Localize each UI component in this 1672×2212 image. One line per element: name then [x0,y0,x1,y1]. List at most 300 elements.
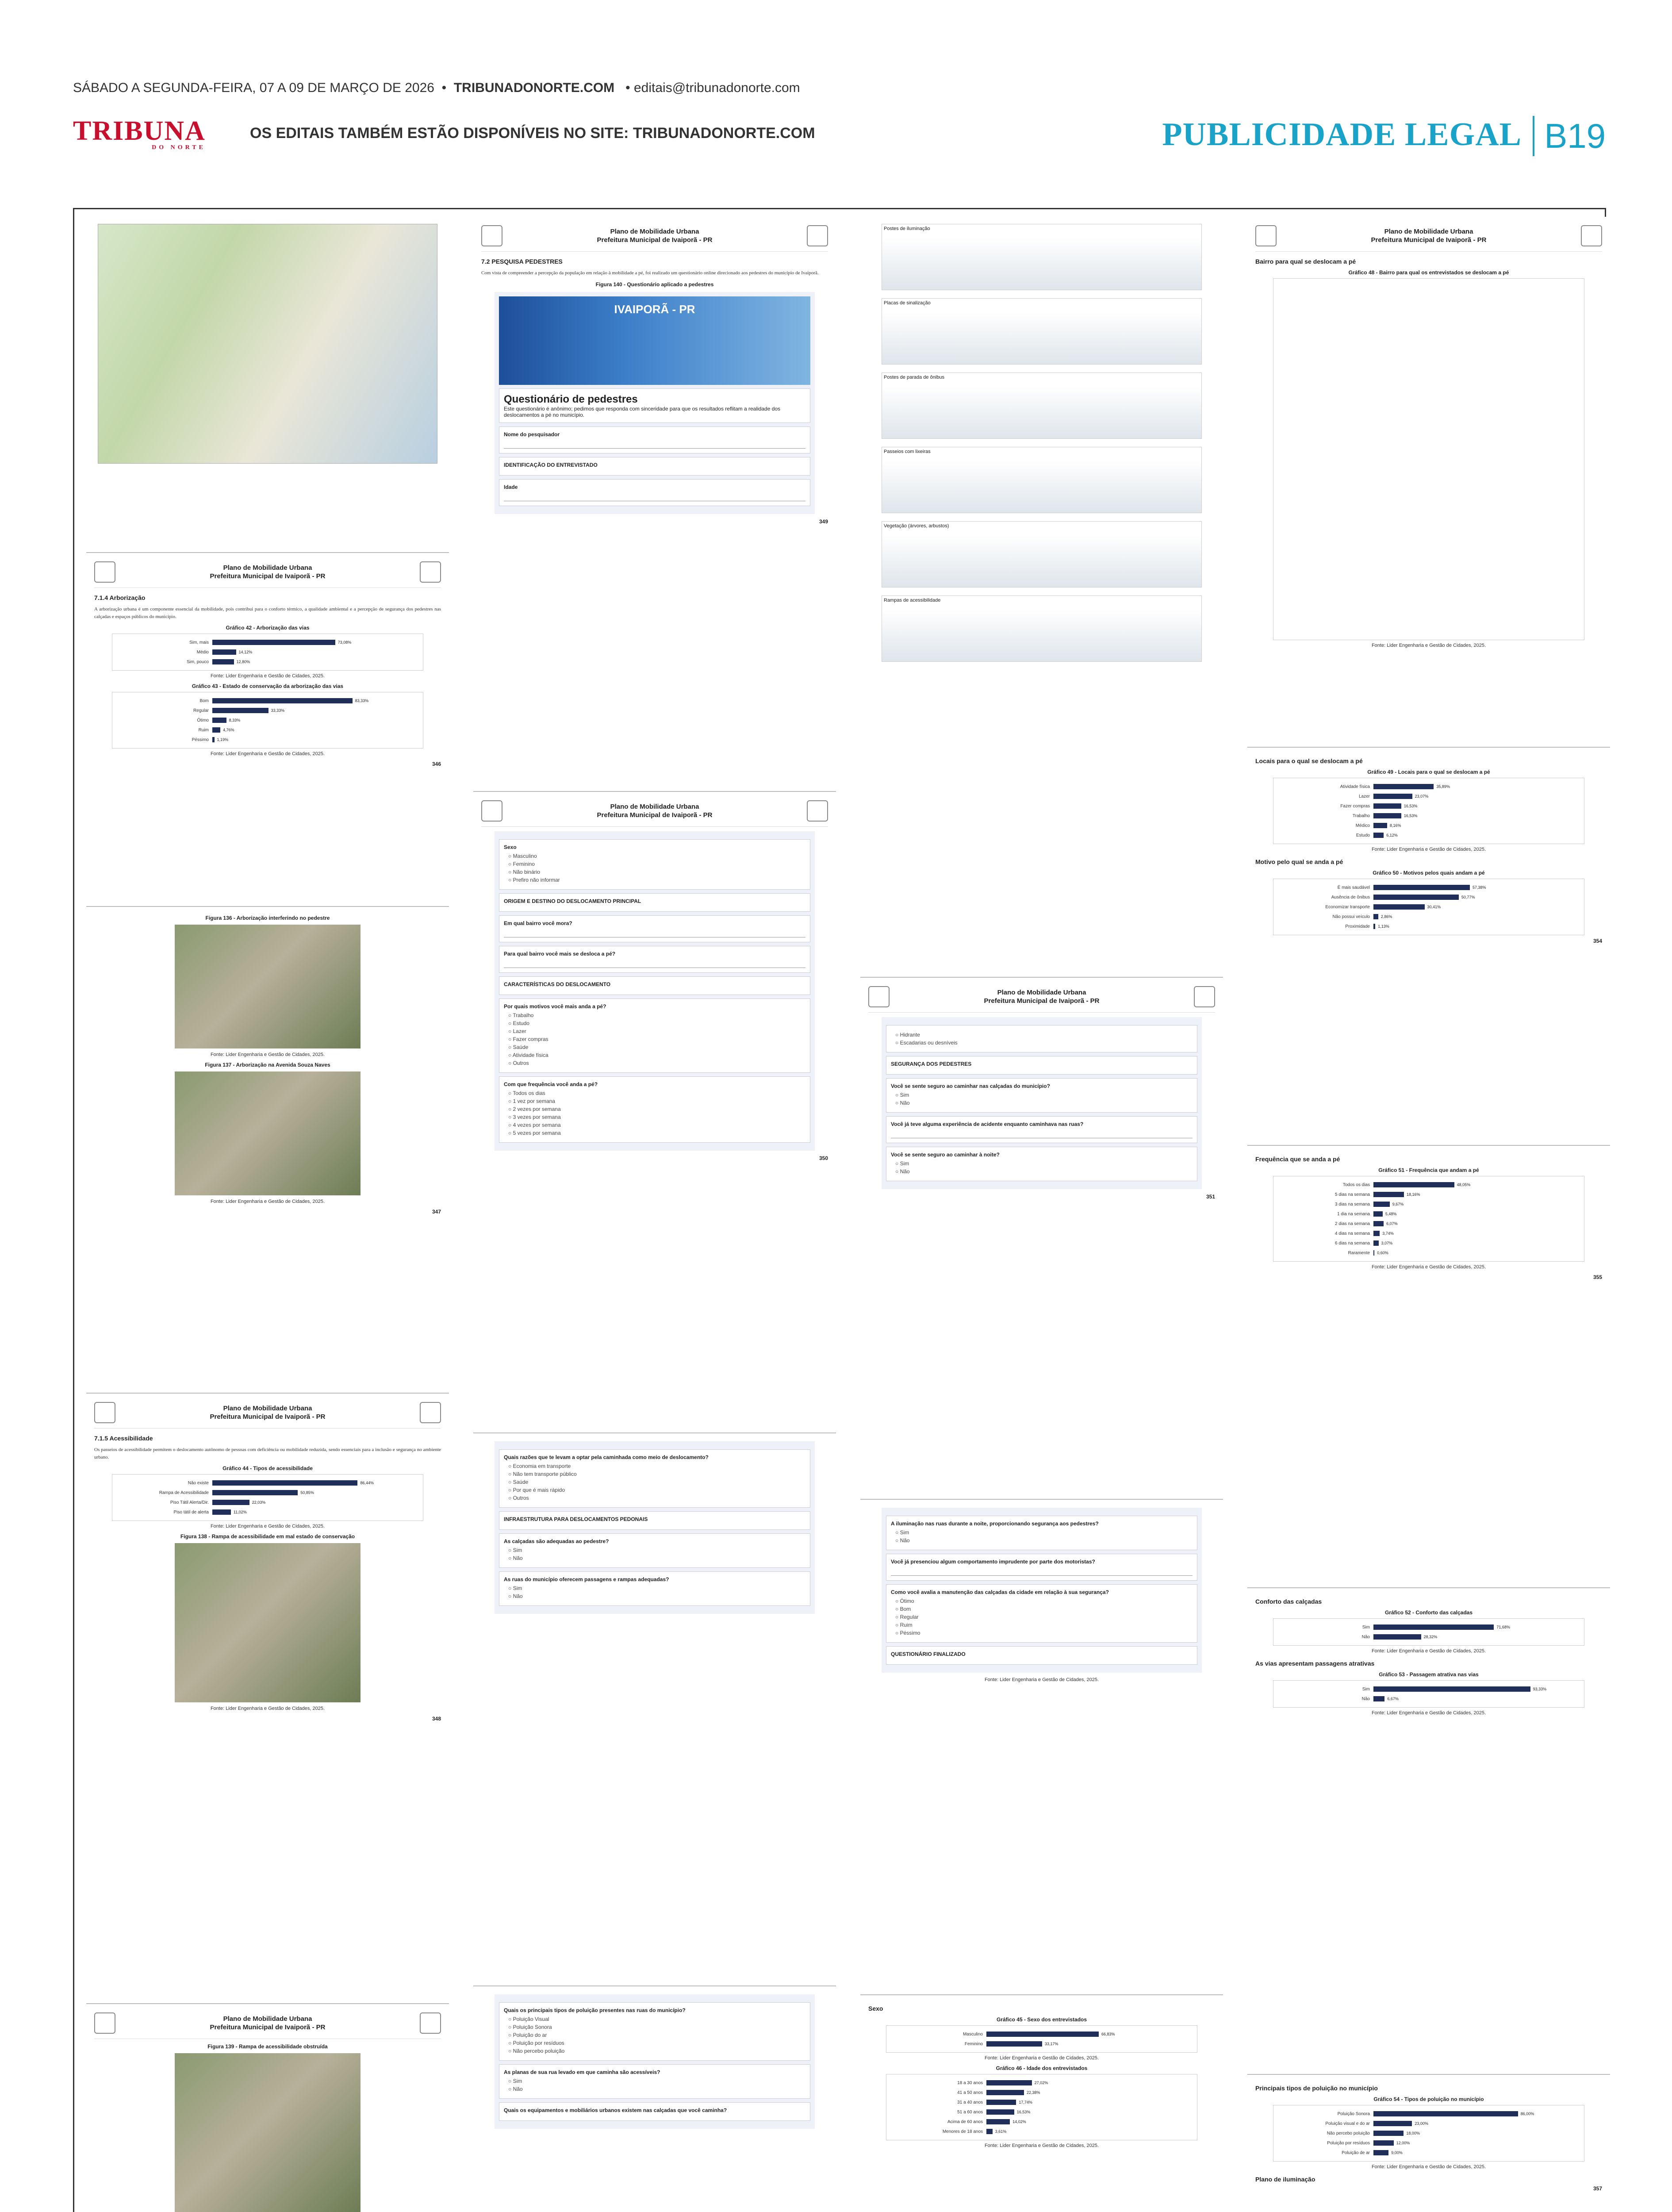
bar-value: 12,00% [1396,2141,1410,2145]
chart-bar-row [116,735,419,745]
chart-bar-row [1277,782,1580,791]
chart-bar [212,1480,357,1486]
bar-value: 6,07% [1386,1221,1398,1226]
form-section: INFRAESTRUTURA PARA DESLOCAMENTOS PEDONAIS [504,1516,648,1522]
radio-option[interactable]: ○ 3 vezes por semana [508,1114,805,1120]
checkbox-option[interactable]: ○ Por que é mais rápido [508,1487,805,1493]
equipment-item[interactable]: Passeios com lixeiras [882,447,1202,513]
checkbox-option[interactable]: ○ Lazer [508,1028,805,1034]
source-note: Fonte: Lider Engenharia e Gestão de Cidades, 2025. [984,1677,1099,1682]
bar-label: 51 a 60 anos [957,2109,983,2115]
bar-label: 18 a 30 anos [957,2080,983,2085]
chart-bar-row [116,1498,419,1507]
chart-conforto [1273,1618,1584,1646]
body-text: A arborização urbana é um componente essencial da mobilidade, pois contribui para o conforto térmico, a qualidade ambiental e a percepção de segurança dos pedestres nas calçadas e espaços públicos do município. [94,607,441,619]
column-3 [860,217,1223,2212]
survey-banner: IVAIPORÃ - PR [499,296,810,385]
bar-label: Proximidade [1345,924,1370,929]
bar-value: 1,13% [1378,924,1389,929]
chart-bar-row [1277,1180,1580,1190]
doc-header-sub: Prefeitura Municipal de Ivaiporã - PR [210,572,326,580]
bar-label: 31 a 40 anos [957,2100,983,2105]
page-num: 347 [432,1209,441,1215]
figure-caption: Figura 136 - Arborização interferindo no pedestre [205,915,330,921]
radio-option[interactable]: ○ Feminino [508,861,805,867]
section-heading: 7.1.4 Arborização [94,594,146,601]
bar-value: 18,16% [1407,1192,1420,1197]
source-note: Fonte: Lider Engenharia e Gestão de Cidades, 2025. [210,1199,325,1204]
radio-option[interactable]: ○ 4 vezes por semana [508,1122,805,1128]
doc-header-sub: Prefeitura Municipal de Ivaiporã - PR [597,811,713,819]
source-note: Fonte: Lider Engenharia e Gestão de Cidades, 2025. [1371,847,1486,852]
chart-bar-row [1277,801,1580,811]
checkbox-option[interactable]: ○ Atividade física [508,1052,805,1058]
bar-value: 48,05% [1457,1183,1471,1187]
checkbox-option[interactable]: ○ Hidrante [895,1032,1193,1038]
bar-value: 33,33% [271,708,285,713]
page-num: 355 [1593,1274,1602,1280]
chart-bar [1373,904,1425,910]
page-num: 346 [432,761,441,767]
site-link[interactable]: TRIBUNADONORTE.COM [453,81,615,95]
bar-label: Masculino [963,2032,983,2037]
chart-bar [1373,823,1387,828]
box-logo-icon [420,2012,441,2034]
question: Como você avalia a manutenção das calçadas da cidade em relação à sua segurança? [891,1589,1109,1595]
question: Com que frequência você anda a pé? [504,1081,598,1087]
chart-bar [1373,1686,1530,1692]
checkbox-option[interactable]: ○ Estudo [508,1020,805,1026]
page-num: 349 [819,518,828,525]
chart-bar-row [116,1507,419,1517]
chart-bar [212,1500,249,1505]
chart-bar-row [116,1478,419,1488]
section-title: PUBLICIDADE LEGAL [1162,116,1522,153]
header-dateline: SÁBADO A SEGUNDA-FEIRA, 07 A 09 DE MARÇO DE 2026 • TRIBUNADONORTE.COM • editais@tribunadonorte.com [73,81,800,95]
source-note: Fonte: Lider Engenharia e Gestão de Cidades, 2025. [1371,1648,1486,1654]
question: Quais os equipamentos e mobiliários urbanos existem nas calçadas que você caminha? [504,2107,727,2113]
question: Quais razões que te levam a optar pela caminhada como meio de deslocamento? [504,1454,709,1460]
chart-destino [1273,278,1584,640]
doc-header-title: Plano de Mobilidade Urbana [610,803,699,810]
chart-bar-row [1277,922,1580,931]
checkbox-option[interactable]: ○ Outros [508,1495,805,1501]
section-heading: Locais para o qual se deslocam a pé [1255,757,1363,764]
chart-bar [986,2119,1010,2124]
chart-bar [1373,1696,1384,1701]
section-heading: Conforto das calçadas [1255,1598,1322,1605]
chart-bar-row [1277,2138,1580,2148]
survey-form [882,1508,1202,1673]
question: Você se sente seguro ao caminhar à noite? [891,1152,1000,1158]
checkbox-option[interactable]: ○ Escadarias ou desníveis [895,1040,1193,1046]
bar-value: 22,38% [1027,2090,1040,2095]
survey-form [495,831,815,1151]
bar-value: 27,02% [1034,2081,1048,2085]
chart-bar-row [890,2097,1193,2107]
chart-arborizacao [112,634,423,671]
radio-option[interactable]: ○ Não [895,1168,1193,1175]
chart-bar [1373,2140,1394,2146]
section-heading: Frequência que se anda a pé [1255,1156,1340,1163]
bar-value: 35,89% [1436,784,1450,789]
bar-value: 16,53% [1404,804,1418,808]
bar-label: Atividade física [1340,784,1370,789]
bar-label: Poluição Sonora [1337,2111,1370,2116]
doc-header-title: Plano de Mobilidade Urbana [997,988,1086,996]
page-number: B19 [1533,116,1606,156]
checkbox-option[interactable]: ○ Poluição do ar [508,2032,805,2038]
chart-frequencia [1273,1176,1584,1262]
doc-page [860,978,1223,1500]
bar-value: 6,67% [1387,1697,1399,1701]
chart-bar-row [1277,1684,1580,1694]
chart-bar [1373,1624,1494,1630]
municipality-crest-icon [481,800,502,822]
chart-bar-row [1277,2119,1580,2128]
bar-value: 5,48% [1385,1212,1397,1216]
equipment-item[interactable]: Vegetação (árvores, arbustos) [882,521,1202,588]
question: Em qual bairro você mora? [504,920,572,926]
radio-option[interactable]: ○ Sim [895,1529,1193,1536]
question: Por quais motivos você mais anda a pé? [504,1003,606,1010]
doc-page [1247,2075,1610,2212]
doc-header-title: Plano de Mobilidade Urbana [1384,227,1473,235]
radio-option[interactable]: ○ Todos os dias [508,1090,805,1096]
chart-bar [1373,2111,1518,2116]
section-heading: 7.2 PESQUISA PEDESTRES [481,258,563,265]
bar-label: Estudo [1356,833,1370,838]
chart-bar [986,2129,993,2134]
page-num: 354 [1593,938,1602,944]
chart-bar-row [1277,1694,1580,1704]
radio-option[interactable]: ○ 1 vez por semana [508,1098,805,1104]
chart-bar [1373,813,1401,818]
chart-bar-row [890,2088,1193,2097]
bar-label: Feminino [964,2041,983,2047]
bar-value: 50,85% [300,1490,314,1495]
section-heading: 7.1.5 Acessibilidade [94,1435,153,1442]
chart-caption: Gráfico 52 - Conforto das calçadas [1384,1609,1473,1616]
radio-option[interactable]: ○ Bom [895,1606,1193,1612]
survey-form [882,1017,1202,1189]
form-section: QUESTIONÁRIO FINALIZADO [891,1651,966,1657]
survey-form [495,292,815,514]
logo-sub: DO NORTE [152,144,206,151]
body-text: Os passeios de acessibilidade permitem o deslocamento autônomo de pessoas com deficiência ou mobilidade reduzida, sendo essenciais para a inclusão e segurança no ambiente urbano. [94,1447,441,1460]
sidewalk-map [98,224,437,464]
chart-bar-row [116,647,419,657]
radio-option[interactable]: ○ Não binário [508,869,805,875]
checkbox-option[interactable]: ○ Outros [508,1060,805,1066]
bar-value: 16,53% [1404,814,1418,818]
radio-option[interactable]: ○ Ótimo [895,1598,1193,1604]
bar-label: Economizar transporte [1325,904,1370,910]
chart-bar [212,640,335,645]
radio-option[interactable]: ○ Sim [895,1092,1193,1098]
doc-page [473,1433,836,1986]
bar-label: Sim [1362,1624,1370,1630]
chart-bar [212,708,268,713]
municipality-crest-icon [94,561,115,583]
radio-option[interactable]: ○ Sim [508,1585,805,1591]
chart-bar-row [1277,830,1580,840]
bar-label: Não existe [188,1480,209,1486]
bar-value: 8,33% [229,718,241,722]
chart-bar-row [890,2127,1193,2136]
question: Idade [504,484,518,490]
chart-bar [1373,784,1434,789]
bar-label: 6 dias na semana [1335,1240,1370,1246]
radio-option[interactable]: ○ Não [895,1537,1193,1544]
bar-label: Lazer [1358,794,1370,799]
equipment-item[interactable]: Postes de parada de ônibus [882,373,1202,439]
bar-label: 2 dias na semana [1335,1221,1370,1226]
answer-field[interactable] [504,440,805,449]
bar-value: 17,74% [1019,2100,1032,2104]
column-2 [473,217,836,2212]
column-1 [86,217,449,2212]
question: Você já teve alguma experiência de acidente enquanto caminhava nas ruas? [891,1121,1084,1127]
chart-bar-row [116,706,419,715]
chart-bar-row [890,2107,1193,2117]
chart-bar [1373,833,1384,838]
doc-header-sub: Prefeitura Municipal de Ivaiporã - PR [1371,236,1487,244]
radio-option[interactable]: ○ Não [508,1555,805,1561]
bar-value: 83,33% [355,699,369,703]
doc-header-sub: Prefeitura Municipal de Ivaiporã - PR [984,997,1100,1005]
chart-bar [1373,895,1459,900]
doc-header-title: Plano de Mobilidade Urbana [610,227,699,235]
doc-header-title: Plano de Mobilidade Urbana [223,1404,312,1412]
chart-bar-row [116,657,419,667]
municipality-crest-icon [868,986,890,1007]
figure-caption: Figura 137 - Arborização na Avenida Souza Naves [205,1062,330,1068]
chart-bar [986,2032,1099,2037]
bar-value: 0,60% [1377,1251,1388,1255]
page-num: 348 [432,1716,441,1722]
checkbox-option[interactable]: ○ Fazer compras [508,1036,805,1042]
bar-label: Médio [196,649,209,655]
bar-value: 93,33% [1533,1687,1547,1691]
section-heading: Motivo pelo qual se anda a pé [1255,858,1343,865]
municipality-crest-icon [94,2012,115,2034]
bar-label: Sim, mais [189,640,209,645]
radio-option[interactable]: ○ Não [508,1593,805,1599]
bar-label: Piso tátil de alerta [173,1509,209,1515]
answer-field[interactable] [891,1130,1193,1138]
bar-value: 18,00% [1406,2131,1420,2135]
date-text: SÁBADO A SEGUNDA-FEIRA, 07 A 09 DE MARÇO DE 2026 [73,81,434,95]
doc-page [86,2004,449,2212]
checkbox-option[interactable]: ○ Poluição Visual [508,2016,805,2022]
chart-bar-row [1277,2148,1580,2158]
doc-page [86,553,449,907]
bar-value: 28,32% [1423,1635,1438,1639]
checkbox-option[interactable]: ○ Saúde [508,1044,805,1050]
radio-option[interactable]: ○ Masculino [508,853,805,859]
chart-bar [1373,1211,1383,1217]
doc-page [473,1986,836,2212]
chart-bar [1373,1221,1384,1226]
chart-bar-row [116,637,419,647]
checkbox-option[interactable]: ○ Poluição Sonora [508,2024,805,2030]
chart-bar-row [116,725,419,735]
doc-header-sub: Prefeitura Municipal de Ivaiporã - PR [597,236,713,244]
source-note: Fonte: Lider Engenharia e Gestão de Cidades, 2025. [210,673,325,679]
radio-option[interactable]: ○ Prefiro não informar [508,877,805,883]
bar-label: Acima de 60 anos [947,2119,983,2124]
bar-label: Bom [199,698,209,703]
chart-bar-row [890,2029,1193,2039]
email-link[interactable]: editais@tribunadonorte.com [633,81,800,95]
section-heading: Bairro para qual se deslocam a pé [1255,258,1356,265]
checkbox-option[interactable]: ○ Não tem transporte público [508,1471,805,1477]
chart-bar [986,2100,1016,2105]
chart-bar-row [1277,811,1580,821]
chart-bar [986,2109,1014,2115]
bar-label: É mais saudável [1337,885,1370,890]
chart-bar-row [1277,2109,1580,2119]
bar-value: 16,53% [1016,2110,1031,2114]
bar-label: Não [1361,1696,1370,1701]
bar-value: 4,76% [223,728,234,732]
chart-bar-row [1277,1632,1580,1642]
bar-label: Raramente [1348,1250,1370,1256]
bar-label: Não possui veículo [1332,914,1370,919]
radio-option[interactable]: ○ 2 vezes por semana [508,1106,805,1112]
chart-bar [212,1509,231,1515]
chart-bar [1373,885,1470,890]
bar-value: 30,41% [1427,905,1441,909]
bar-label: Não [1361,1634,1370,1640]
radio-option[interactable]: ○ Não [895,1100,1193,1106]
chart-caption: Gráfico 44 - Tipos de acessibilidade [222,1465,313,1471]
box-logo-icon [807,225,828,246]
radio-option[interactable]: ○ Regular [895,1614,1193,1620]
form-section: SEGURANÇA DOS PEDESTRES [891,1061,972,1067]
bar-value: 8,16% [1390,823,1401,828]
chart-caption: Gráfico 48 - Bairro para qual os entrevistados se deslocam a pé [1348,269,1509,276]
answer-field[interactable] [504,929,805,937]
bar-label: Ótimo [197,718,209,723]
chart-caption: Gráfico 50 - Motivos pelos quais andam a pé [1373,870,1485,876]
radio-option[interactable]: ○ Sim [508,2078,805,2084]
bar-value: 3,74% [1382,1231,1394,1236]
chart-bar-row [1277,1622,1580,1632]
source-note: Fonte: Lider Engenharia e Gestão de Cidades, 2025. [1371,643,1486,648]
chart-bar [986,2041,1042,2047]
checkbox-option[interactable]: ○ Não percebo poluição [508,2048,805,2054]
chart-caption: Gráfico 43 - Estado de conservação da arborização das vias [192,683,344,689]
doc-page [86,1394,449,2004]
radio-option[interactable]: ○ Sim [508,1547,805,1553]
chart-idade [886,2074,1197,2140]
chart-bar-row [1277,1209,1580,1219]
chart-bar [212,1490,298,1495]
doc-header-sub: Prefeitura Municipal de Ivaiporã - PR [210,2024,326,2031]
doc-page [1247,1588,1610,2075]
chart-motivos [1273,879,1584,935]
answer-field[interactable] [891,1567,1193,1576]
answer-field[interactable] [504,493,805,501]
chart-sexo [886,2025,1197,2053]
form-title: Questionário de pedestres [504,393,638,405]
doc-header-title: Plano de Mobilidade Urbana [223,564,312,572]
radio-option[interactable]: ○ Não [508,2086,805,2092]
answer-field[interactable] [504,960,805,968]
equipment-item[interactable]: Rampas de acessibilidade [882,595,1202,662]
chart-locais [1273,778,1584,844]
page-num: 351 [1206,1194,1215,1200]
survey-form [495,1994,815,2129]
equipment-item[interactable]: Placas de sinalização [882,298,1202,365]
checkbox-option[interactable]: ○ Poluição por resíduos [508,2040,805,2046]
figure-caption: Figura 139 - Rampa de acessibilidade obstruída [207,2043,328,2050]
question: As planas de sua rua levado em que caminha são acessíveis? [504,2069,660,2075]
chart-bar-row [1277,902,1580,912]
bar-value: 14,02% [1012,2120,1026,2124]
form-section: CARACTERÍSTICAS DO DESLOCAMENTO [504,981,611,987]
checkbox-option[interactable]: ○ Economia em transporte [508,1463,805,1469]
bar-label: Ruim [198,727,209,733]
bar-label: 1 dia na semana [1337,1211,1370,1217]
chart-bar [1373,1240,1379,1246]
radio-option[interactable]: ○ Ruim [895,1622,1193,1628]
question: Para qual bairro você mais se desloca a pé? [504,951,616,957]
chart-caption: Gráfico 54 - Tipos de poluição no município [1373,2096,1484,2102]
municipality-crest-icon [1255,225,1277,246]
question: Sexo [504,844,517,850]
bar-value: 86,44% [360,1481,374,1485]
checkbox-option[interactable]: ○ Saúde [508,1479,805,1485]
chart-bar-row [1277,1199,1580,1209]
chart-bar-row [1277,1238,1580,1248]
survey-form [495,1441,815,1614]
radio-option[interactable]: ○ Péssimo [895,1630,1193,1636]
bar-value: 12,80% [236,660,250,664]
bar-value: 23,07% [1415,794,1429,799]
bar-value: 3,61% [995,2129,1007,2134]
bar-label: Poluição de ar [1342,2150,1370,2155]
radio-option[interactable]: ○ 5 vezes por semana [508,1130,805,1136]
section-heading: Principais tipos de poluição no município [1255,2085,1378,2092]
bar-value: 14,12% [238,650,253,654]
chart-bar [1373,2150,1388,2155]
bar-label: Médico [1355,823,1370,828]
editais-note: OS EDITAIS TAMBÉM ESTÃO DISPONÍVEIS NO SITE: TRIBUNADONORTE.COM [250,125,815,142]
chart-bar-row [116,1488,419,1498]
doc-page [1247,748,1610,1146]
body-text: Com vista de compreender a percepção da população em relação à mobilidade a pé, foi realizado um questionário online direcionado aos pedestres do município de Ivaiporã. [481,270,819,276]
figure-caption: Figura 140 - Questionário aplicado a pedestres [595,281,714,288]
bar-label: 41 a 50 anos [957,2090,983,2095]
equipment-item[interactable]: Postes de iluminação [882,224,1202,290]
chart-bar [1373,2121,1412,2126]
chart-bar [212,659,234,664]
chart-bar-row [1277,821,1580,830]
chart-caption: Gráfico 49 - Locais para o qual se deslocam a pé [1367,769,1490,775]
checkbox-option[interactable]: ○ Trabalho [508,1012,805,1018]
photo-avenue [175,1071,360,1195]
section-heading: Plano de iluminação [1255,2176,1315,2183]
question: A iluminação nas ruas durante a noite, proporcionando segurança aos pedestres? [891,1521,1099,1527]
map-page [86,217,449,553]
bar-label: Piso Tátil Alerta/Dir. [170,1500,209,1505]
source-note: Fonte: Lider Engenharia e Gestão de Cidades, 2025. [210,751,325,757]
question: Nome do pesquisador [504,431,560,438]
radio-option[interactable]: ○ Sim [895,1160,1193,1167]
